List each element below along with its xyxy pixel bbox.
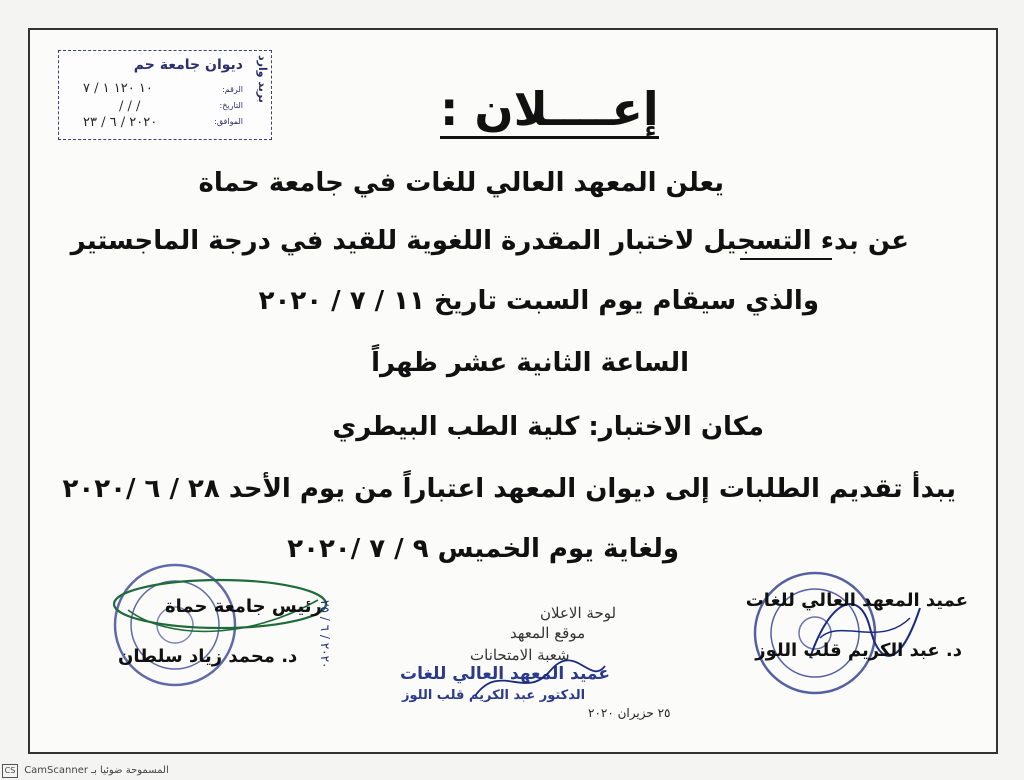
underline-registration bbox=[740, 258, 832, 260]
announcement-line-6: يبدأ تقديم الطلبات إلى ديوان المعهد اعتباراً من يوم الأحد ٢٨ / ٦ /٢٠٢٠ bbox=[62, 474, 956, 504]
stamp-hand-number: ١٠ ١٢٠ ١ / ٧ bbox=[83, 81, 153, 96]
stamp-vertical-label: بريد وارد bbox=[256, 55, 269, 103]
stamp-label-corresponding: الموافق: bbox=[214, 117, 243, 126]
left-vertical-date: ٢٠٢٠ / ٦ / ٢٥ bbox=[318, 600, 332, 669]
stamp-hand-corresponding: ٢٠٢٠ / ٦ / ٢٣ bbox=[83, 115, 158, 130]
middle-signature-scribble bbox=[470, 656, 610, 706]
stamp-hand-date: / / / bbox=[119, 99, 141, 114]
stamp-label-date: التاريخ: bbox=[219, 101, 243, 110]
middle-note-line-1: لوحة الاعلان bbox=[540, 604, 617, 622]
left-signature-name: د. محمد زياد سلطان bbox=[118, 646, 298, 667]
left-signature-title: رئيس جامعة حماة bbox=[165, 596, 322, 617]
heading-text: إعــــلان : bbox=[440, 82, 659, 139]
middle-stamp-title: عميد المعهد العالي للغات bbox=[400, 664, 610, 684]
incoming-mail-stamp bbox=[58, 50, 272, 140]
announcement-line-7: ولغاية يوم الخميس ٩ / ٧ /٢٠٢٠ bbox=[287, 534, 679, 564]
middle-note-line-2: موقع المعهد bbox=[510, 624, 586, 642]
announcement-line-5: مكان الاختبار: كلية الطب البيطري bbox=[332, 412, 764, 442]
right-signature-title: عميد المعهد العالي للغات bbox=[745, 590, 968, 611]
middle-note-line-3: شعبة الامتحانات bbox=[470, 646, 570, 664]
stamp-label-number: الرقم: bbox=[222, 85, 243, 94]
middle-date: ٢٥ حزيران ٢٠٢٠ bbox=[588, 706, 671, 720]
right-signature-name: د. عبد الكريم قلب اللوز bbox=[755, 640, 962, 661]
announcement-line-2: عن بدء التسجيل لاختبار المقدرة اللغوية للقيد في درجة الماجستير bbox=[70, 226, 909, 256]
stamp-title: ديوان جامعة حم bbox=[133, 57, 243, 73]
scanner-text: CamScanner المسموحة ضوئيا بـ bbox=[24, 765, 169, 776]
page-title bbox=[440, 82, 659, 136]
announcement-line-3: والذي سيقام يوم السبت تاريخ ١١ / ٧ / ٢٠٢٠ bbox=[258, 286, 819, 316]
middle-stamp-name: الدكتور عبد الكريم قلب اللوز bbox=[402, 688, 586, 703]
announcement-line-4: الساعة الثانية عشر ظهراً bbox=[371, 348, 689, 378]
camscanner-logo-icon: CS bbox=[2, 764, 18, 778]
scanner-footer bbox=[2, 764, 169, 778]
announcement-line-1: يعلن المعهد العالي للغات في جامعة حماة bbox=[198, 168, 724, 198]
